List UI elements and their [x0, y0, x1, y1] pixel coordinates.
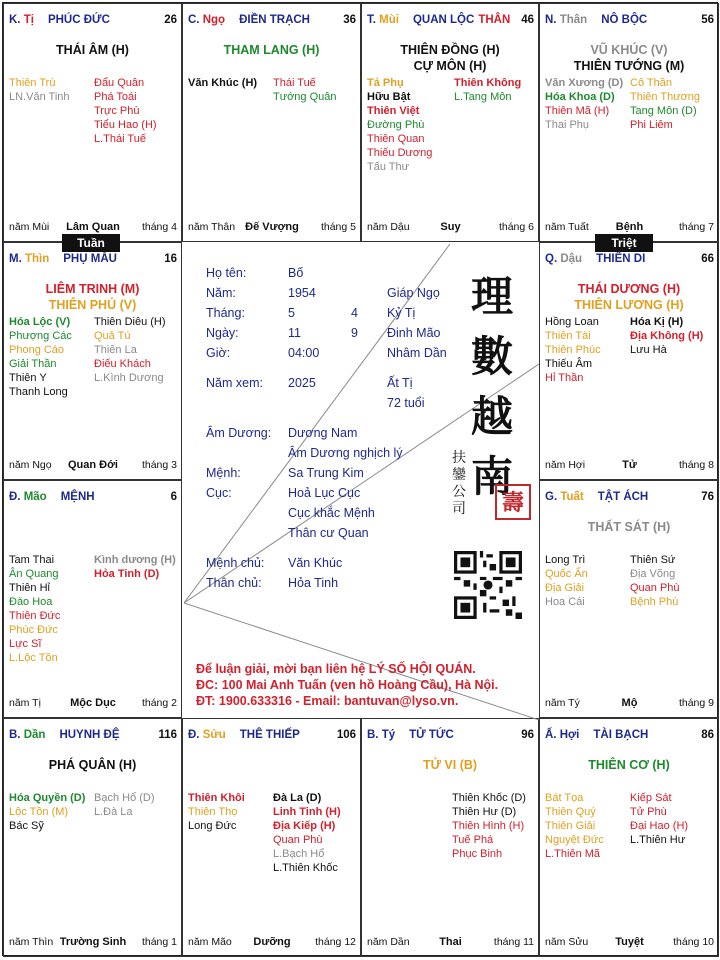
palace-major-period: 26	[164, 14, 177, 26]
palace-stem: Ấ.	[545, 729, 557, 741]
palace-year: năm Sửu	[545, 936, 589, 948]
cuc-value-3: Thân cư Quan	[288, 526, 369, 540]
left-stars	[9, 76, 70, 104]
minor-star: Hữu Bật	[367, 91, 411, 103]
minor-star: Thiên Quý	[545, 806, 596, 818]
hour-value: 04:00	[288, 346, 320, 360]
minor-star: Quả Tú	[94, 330, 131, 342]
minor-star: Địa Kiếp (H)	[273, 820, 336, 832]
minor-star: L.Thiên Khốc	[273, 862, 338, 874]
minor-star: Ân Quang	[9, 568, 59, 580]
palace-major-period: 16	[164, 253, 177, 265]
month-canchi: Kỷ Tị	[387, 306, 416, 320]
life-stage: Tuyệt	[615, 936, 644, 948]
year-value: 1954	[288, 286, 316, 300]
minor-star: Hóa Kị (H)	[630, 316, 684, 328]
main-stars	[540, 281, 718, 313]
minor-star: Thiên Việt	[367, 105, 420, 117]
palace-branch: Tuất	[560, 491, 584, 503]
palace-phúc-đức	[3, 3, 182, 242]
month-label: Tháng:	[206, 306, 245, 320]
main-star: THÁI DƯƠNG (H)	[577, 282, 681, 296]
left-stars	[9, 315, 72, 399]
view-year-value: 2025	[288, 376, 316, 390]
right-stars	[452, 791, 526, 861]
minor-star: Tiểu Hao (H)	[94, 119, 157, 131]
palace-year: năm Dậu	[367, 221, 410, 233]
tuan-tag: Tuần	[62, 234, 120, 252]
minor-star: Long Trì	[545, 554, 586, 566]
palace-branch: Tị	[23, 14, 34, 26]
main-star: THIÊN ĐỒNG (H)	[400, 43, 500, 57]
main-star: THAM LANG (H)	[223, 43, 320, 57]
palace-major-period: 66	[701, 253, 714, 265]
left-stars	[188, 76, 257, 90]
palace-month: tháng 7	[678, 221, 714, 233]
minor-star: Hồng Loan	[545, 316, 599, 328]
main-stars	[362, 42, 538, 74]
palace-branch: Dậu	[560, 253, 583, 265]
name-value: Bố	[288, 266, 304, 280]
minor-star: Phong Cáo	[9, 344, 65, 356]
view-year-label: Năm xem:	[206, 376, 263, 390]
minor-star: Thiên Sứ	[630, 554, 676, 566]
main-star: VŨ KHÚC (V)	[590, 43, 668, 57]
minor-star: Thiên Diêu (H)	[94, 316, 166, 328]
palace-branch: Mão	[23, 491, 47, 503]
palace-stem: G.	[545, 491, 558, 503]
life-stage: Mộc Dục	[70, 697, 116, 709]
minor-star: Lộc Tồn (M)	[9, 806, 69, 818]
right-stars	[273, 791, 341, 875]
day-lunar: 9	[351, 326, 358, 340]
main-stars	[540, 519, 718, 535]
palace-month: tháng 1	[141, 936, 177, 948]
palace-year: năm Thìn	[9, 936, 54, 948]
red-seal-stamp: 壽	[495, 484, 531, 520]
palace-branch: Mùi	[379, 14, 399, 26]
minor-star: Thiên Thọ	[188, 806, 238, 818]
minor-star: L.Bạch Hổ	[273, 848, 325, 860]
day-value: 11	[288, 326, 301, 340]
center-info-panel	[184, 244, 539, 720]
right-stars	[94, 791, 155, 819]
minor-star: Thiên Đức	[9, 610, 61, 622]
minor-star: Thiếu Âm	[545, 358, 593, 370]
minor-star: Hỉ Thần	[545, 372, 584, 384]
right-stars	[94, 553, 176, 581]
minor-star: L.Tang Môn	[454, 91, 512, 103]
cuc-value-2: Cục khắc Mệnh	[288, 506, 375, 520]
minor-star: Hóa Lộc (V)	[9, 316, 71, 328]
minor-star: Thiên Không	[454, 77, 522, 89]
right-stars	[454, 76, 521, 104]
triet-tag: Triệt	[595, 234, 653, 252]
minor-star: L.Đà La	[94, 806, 133, 818]
minor-star: Thiên Hư (D)	[452, 806, 517, 818]
palace-thiên-di	[539, 242, 719, 480]
minor-star: Tử Phù	[630, 806, 667, 818]
main-stars	[4, 281, 181, 313]
month-value: 5	[288, 306, 295, 320]
minor-star: Phượng Các	[9, 330, 72, 342]
year-label: Năm:	[206, 286, 236, 300]
main-stars	[183, 42, 360, 58]
minor-star: Thiên Khốc (D)	[452, 792, 526, 804]
palace-month: tháng 5	[320, 221, 356, 233]
left-stars	[9, 553, 60, 665]
amduong-value: Dương Nam	[288, 426, 358, 440]
right-stars	[630, 76, 700, 132]
palace-branch: Ngọ	[202, 14, 226, 26]
minor-star: L.Thái Tuế	[94, 133, 146, 145]
palace-stem: T.	[367, 14, 376, 26]
palace-month: tháng 6	[498, 221, 534, 233]
life-stage: Đế Vượng	[245, 221, 299, 233]
palace-name: THÊ THIẾP	[239, 729, 300, 741]
left-stars	[545, 791, 604, 861]
main-stars	[4, 42, 181, 58]
minor-star: Đà La (D)	[273, 792, 322, 804]
palace-month: tháng 12	[315, 936, 356, 948]
main-star: THẤT SÁT (H)	[587, 520, 671, 534]
main-star: THIÊN CƠ (H)	[588, 758, 670, 772]
palace-name: MỆNH	[60, 491, 95, 503]
minor-star: Long Đức	[188, 820, 237, 832]
life-stage: Mộ	[621, 697, 638, 709]
palace-branch: Sửu	[202, 729, 226, 741]
thanchu-value: Hỏa Tinh	[288, 576, 339, 590]
minor-star: Tang Môn (D)	[630, 105, 697, 117]
main-star: THIÊN TƯỚNG (M)	[573, 59, 685, 73]
menh-value: Sa Trung Kim	[288, 466, 364, 480]
hour-canchi: Nhâm Dần	[387, 346, 447, 360]
minor-star: Lực Sĩ	[9, 638, 42, 650]
palace-major-period: 96	[521, 729, 534, 741]
main-star: THIÊN LƯƠNG (H)	[574, 298, 684, 312]
palace-major-period: 76	[701, 491, 714, 503]
main-stars	[4, 757, 181, 773]
minor-star: Đại Hao (H)	[630, 820, 689, 832]
palace-major-period: 106	[336, 729, 356, 741]
palace-month: tháng 4	[141, 221, 177, 233]
left-stars	[545, 315, 601, 385]
minor-star: Linh Tinh (H)	[273, 806, 341, 818]
palace-month: tháng 3	[141, 459, 177, 471]
main-star: PHÁ QUÂN (H)	[48, 758, 137, 772]
life-stage: Bệnh	[615, 221, 644, 233]
calligraphy-char-3: 越	[471, 392, 514, 441]
contact-phone-email: ĐT: 1900.633316 - Email: bantuvan@lyso.vn.	[196, 694, 459, 708]
life-stage: Suy	[440, 221, 461, 233]
minor-star: Quan Phù	[630, 582, 680, 594]
palace-year: năm Dần	[367, 936, 410, 948]
palace-major-period: 6	[170, 491, 177, 503]
minor-star: L.Kình Dương	[94, 372, 164, 384]
main-star: THIÊN PHỦ (V)	[48, 298, 137, 312]
menh-label: Mệnh:	[206, 466, 241, 480]
minor-star: Thiên La	[94, 344, 137, 356]
minor-star: Tả Phụ	[367, 77, 404, 89]
minor-star: Bác Sỹ	[9, 820, 44, 832]
minor-star: Đào Hoa	[9, 596, 53, 608]
palace-name: PHỤ MẪU	[63, 253, 117, 265]
minor-star: Thiên Giải	[545, 820, 596, 832]
life-stage: Thai	[439, 936, 462, 948]
minor-star: L.Thiên Mã	[545, 848, 601, 860]
main-stars	[540, 757, 718, 773]
minor-star: Địa Võng	[630, 568, 676, 580]
minor-star: Thiên Khôi	[188, 792, 245, 804]
minor-star: Bát Tọa	[545, 792, 584, 804]
year-canchi: Giáp Ngọ	[387, 286, 440, 300]
minor-star: Thiên Hỉ	[9, 582, 50, 594]
palace-thê-thiếp	[182, 718, 361, 957]
palace-name: QUAN LỘC	[412, 14, 475, 26]
palace-tài-bạch	[539, 718, 719, 957]
than-marker: THÂN	[478, 14, 511, 26]
minor-star: Thiên Thương	[630, 91, 701, 103]
minor-star: Thiên Trù	[9, 77, 56, 89]
palace-name: HUYNH ĐỆ	[59, 729, 120, 741]
month-lunar: 4	[351, 306, 358, 320]
main-star: THÁI ÂM (H)	[56, 43, 129, 57]
palace-stem: Q.	[545, 253, 558, 265]
minor-star: Hóa Khoa (D)	[545, 91, 615, 103]
life-stage: Tử	[622, 459, 637, 471]
minor-star: Quốc Ấn	[545, 568, 588, 580]
minor-star: Thiên Phúc	[545, 344, 601, 356]
minor-star: Giải Thần	[9, 358, 57, 370]
palace-mệnh	[3, 480, 182, 718]
thanchu-label: Thân chủ:	[206, 576, 262, 590]
minor-star: Thiên Quan	[367, 133, 425, 145]
palace-year: năm Ngọ	[9, 459, 52, 471]
life-stage: Lâm Quan	[66, 221, 120, 233]
palace-stem: B.	[367, 729, 379, 741]
right-stars	[630, 791, 688, 847]
main-stars	[540, 42, 718, 74]
palace-month: tháng 8	[678, 459, 714, 471]
contact-line-1: Để luận giải, mời bạn liên hệ LÝ SỐ HỘI QUÁN.	[196, 662, 476, 676]
palace-huynh-đệ	[3, 718, 182, 957]
minor-star: Điếu Khách	[94, 358, 151, 370]
right-stars	[273, 76, 337, 104]
left-stars	[545, 76, 623, 132]
calligraphy-char-2: 數	[471, 332, 514, 381]
palace-nô-bộc	[539, 3, 719, 242]
name-label: Họ tên:	[206, 266, 247, 280]
palace-year: năm Hợi	[545, 459, 586, 471]
calligraphy-char-4: 南	[471, 452, 514, 501]
palace-name: TÀI BẠCH	[593, 729, 649, 741]
minor-star: Bệnh Phù	[630, 596, 679, 608]
minor-star: Thiên Hình (H)	[452, 820, 525, 832]
palace-điền-trạch	[182, 3, 361, 242]
minor-star: Lưu Hà	[630, 344, 667, 356]
palace-stem: M.	[9, 253, 22, 265]
palace-name: PHÚC ĐỨC	[47, 14, 110, 26]
minor-star: Trực Phù	[94, 105, 140, 117]
palace-quan-lộc	[361, 3, 539, 242]
palace-branch: Tý	[381, 729, 396, 741]
palace-branch: Hợi	[559, 729, 580, 741]
palace-major-period: 36	[343, 14, 356, 26]
life-stage: Trường Sinh	[59, 936, 127, 948]
palace-year: năm Tuất	[545, 221, 589, 233]
minor-star: Thiếu Dương	[367, 147, 433, 159]
minor-star: L.Thiên Hư	[630, 834, 686, 846]
palace-tật-ách	[539, 480, 719, 718]
minor-star: Tam Thai	[9, 554, 55, 566]
minor-star: Tướng Quân	[273, 91, 337, 103]
hour-label: Giờ:	[206, 346, 231, 360]
palace-year: năm Mùi	[9, 221, 50, 233]
day-label: Ngày:	[206, 326, 239, 340]
minor-star: Tuế Phá	[452, 834, 494, 846]
palace-branch: Thân	[559, 14, 588, 26]
palace-year: năm Tị	[9, 697, 41, 709]
contact-address: ĐC: 100 Mai Anh Tuấn (ven hồ Hoàng Cầu), Hà Nội.	[196, 678, 499, 692]
menhchu-label: Mệnh chủ:	[206, 556, 265, 570]
minor-star: Hoa Cái	[545, 596, 585, 608]
palace-name: TỬ TỨC	[409, 729, 454, 741]
cuc-label: Cục:	[206, 486, 232, 500]
minor-star: Thiên Y	[9, 372, 47, 384]
palace-month: tháng 2	[141, 697, 177, 709]
minor-star: Cô Thần	[630, 77, 672, 89]
minor-star: Địa Giải	[545, 582, 585, 594]
palace-name: NÔ BỘC	[601, 14, 648, 26]
main-star: CỰ MÔN (H)	[413, 59, 487, 73]
minor-star: Bạch Hổ (D)	[94, 792, 155, 804]
age-value: 72 tuổi	[387, 396, 425, 410]
palace-major-period: 46	[521, 14, 534, 26]
right-stars	[94, 76, 157, 146]
minor-star: Văn Khúc (H)	[188, 77, 258, 89]
cuc-value: Hoả Lục Cục	[288, 486, 361, 500]
minor-star: Quan Phù	[273, 834, 323, 846]
minor-star: Thái Tuế	[273, 77, 316, 89]
minor-star: Kình dương (H)	[94, 554, 176, 566]
life-stage: Dưỡng	[253, 936, 291, 948]
horoscope-chart	[2, 2, 718, 956]
palace-major-period: 116	[158, 729, 177, 741]
palace-branch: Dần	[23, 729, 46, 741]
palace-name: THIÊN DI	[596, 253, 646, 265]
palace-stem: Đ.	[9, 491, 21, 503]
minor-star: Thiên Mã (H)	[545, 105, 610, 117]
palace-name: ĐIỀN TRẠCH	[239, 14, 310, 26]
minor-star: Thiên Tài	[545, 330, 591, 342]
life-stage: Quan Đới	[68, 459, 118, 471]
minor-star: Phúc Đức	[9, 624, 58, 636]
calligraphy-char-1: 理	[471, 272, 514, 321]
minor-star: Hỏa Tinh (D)	[94, 568, 160, 580]
minor-star: Hóa Quyền (D)	[9, 792, 86, 804]
left-stars	[188, 791, 245, 833]
right-stars	[94, 315, 166, 385]
palace-major-period: 56	[701, 14, 714, 26]
minor-star: Phá Toái	[94, 91, 137, 103]
minor-star: Phục Binh	[452, 848, 503, 860]
minor-star: Đẩu Quân	[94, 77, 145, 89]
minor-star: L.Lộc Tồn	[9, 652, 58, 664]
main-star: TỬ VI (B)	[422, 758, 478, 772]
menhchu-value: Văn Khúc	[288, 556, 343, 570]
right-stars	[630, 553, 680, 609]
left-stars	[545, 553, 588, 609]
minor-star: Địa Không (H)	[630, 330, 704, 342]
vertical-company-text: 扶鑾公司	[452, 450, 466, 517]
palace-month: tháng 10	[673, 936, 714, 948]
minor-star: LN.Văn Tinh	[9, 91, 70, 103]
minor-star: Thanh Long	[9, 386, 68, 398]
palace-stem: N.	[545, 14, 557, 26]
palace-stem: K.	[9, 14, 21, 26]
minor-star: Văn Xương (D)	[545, 77, 624, 89]
minor-star: Đường Phù	[367, 119, 425, 131]
main-star: LIÊM TRINH (M)	[45, 282, 140, 296]
palace-month: tháng 11	[493, 936, 534, 948]
main-stars	[362, 757, 538, 773]
palace-major-period: 86	[701, 729, 714, 741]
right-stars	[630, 315, 703, 357]
palace-stem: Đ.	[188, 729, 200, 741]
palace-month: tháng 9	[678, 697, 714, 709]
palace-phụ-mẫu	[3, 242, 182, 480]
palace-stem: C.	[188, 14, 200, 26]
qr-code-icon[interactable]	[454, 551, 522, 619]
minor-star: Nguyệt Đức	[545, 834, 604, 846]
palace-tử-tức	[361, 718, 539, 957]
minor-star: Thai Phụ	[545, 119, 590, 131]
palace-year: năm Mão	[188, 936, 232, 948]
palace-year: năm Thân	[188, 221, 236, 233]
left-stars	[367, 76, 432, 174]
view-year-canchi: Ất Tị	[387, 376, 413, 390]
palace-stem: B.	[9, 729, 21, 741]
amduong-label: Âm Dương:	[206, 426, 272, 440]
minor-star: Kiếp Sát	[630, 792, 672, 804]
day-canchi: Đinh Mão	[387, 326, 441, 340]
palace-branch: Thìn	[24, 253, 50, 265]
palace-year: năm Tý	[545, 697, 580, 709]
minor-star: Tấu Thư	[367, 161, 410, 173]
palace-name: TẬT ÁCH	[597, 491, 649, 503]
minor-star: Phi Liêm	[630, 119, 673, 131]
amduong-value-2: Âm Dương nghịch lý	[288, 446, 403, 460]
left-stars	[9, 791, 85, 833]
